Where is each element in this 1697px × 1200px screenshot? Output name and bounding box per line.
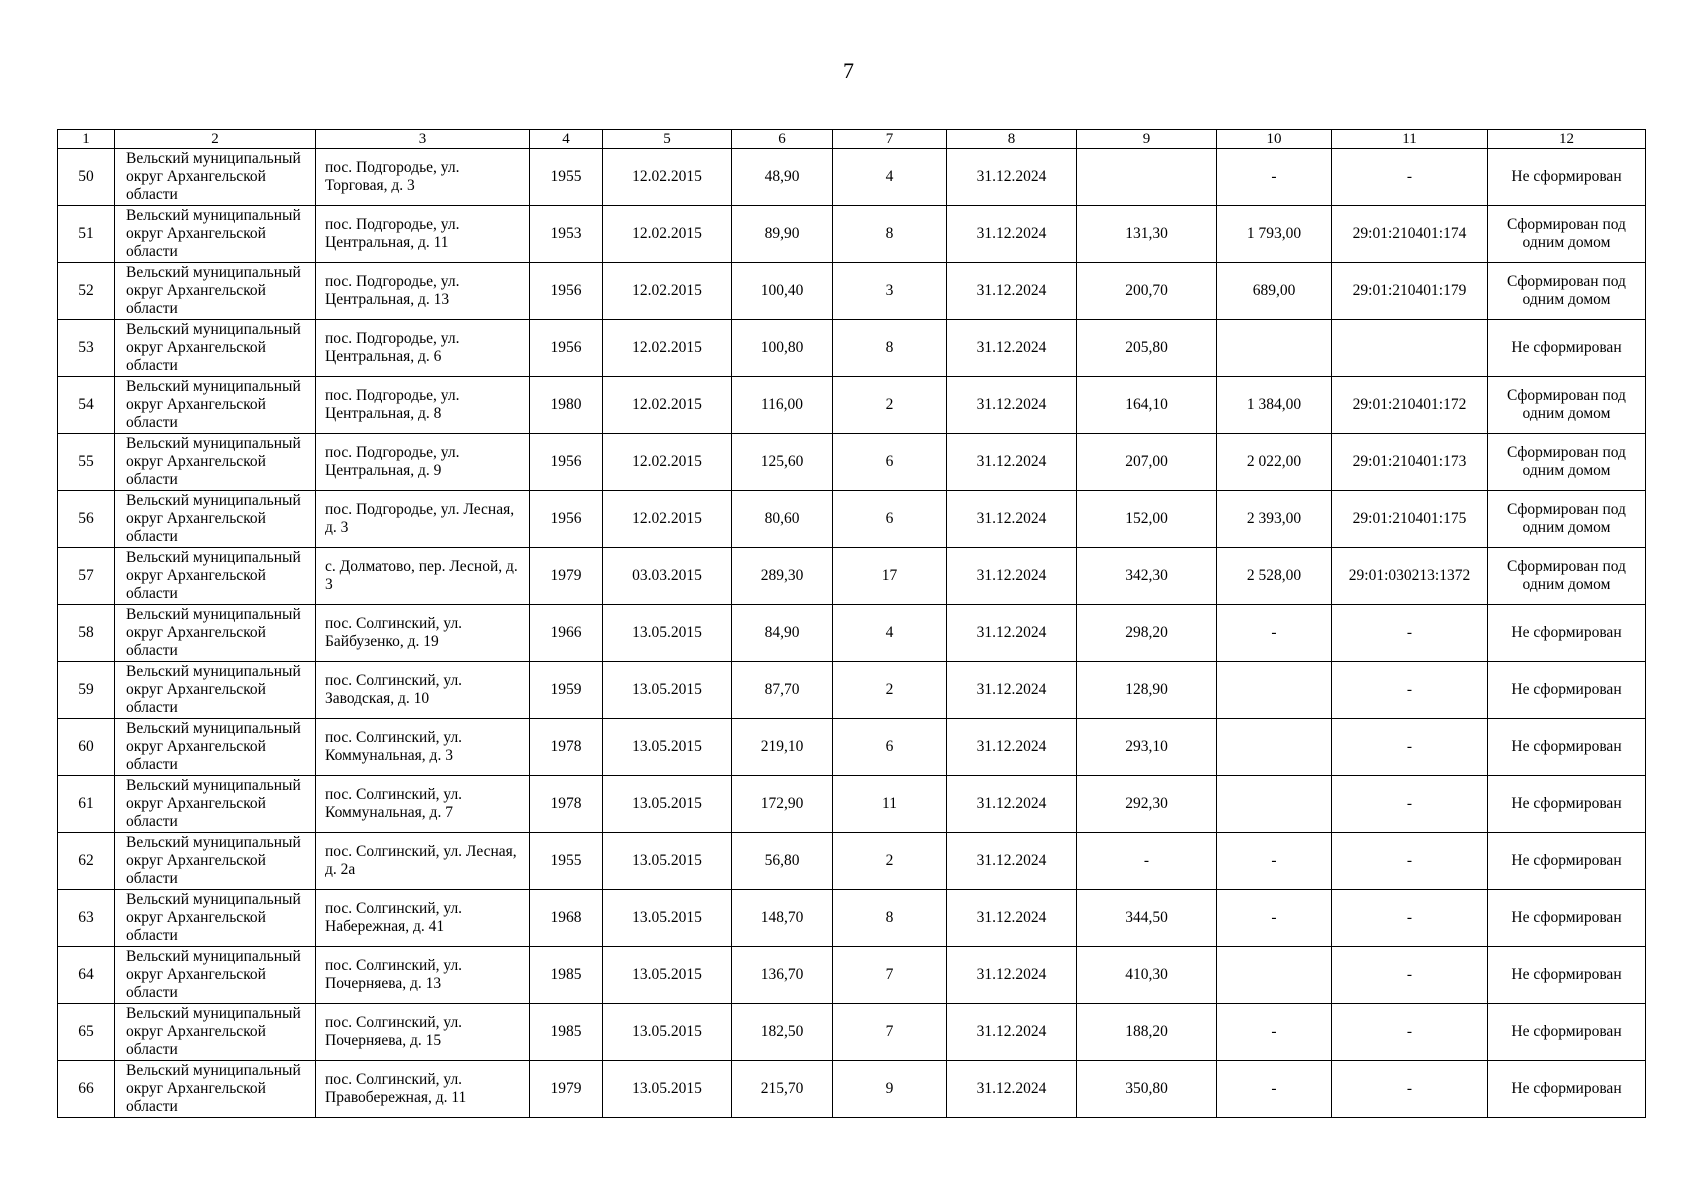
area-cell: 172,90	[732, 776, 833, 833]
cadastral-number-cell: -	[1332, 719, 1488, 776]
deadline-cell: 31.12.2024	[947, 605, 1077, 662]
land-area-cell: -	[1217, 605, 1332, 662]
row-number-cell: 50	[58, 149, 115, 206]
area-cell: 289,30	[732, 548, 833, 605]
residents-cell: 4	[833, 605, 947, 662]
residents-cell: 8	[833, 206, 947, 263]
total-area-cell: 344,50	[1077, 890, 1217, 947]
cadastral-number-cell: -	[1332, 776, 1488, 833]
deadline-cell: 31.12.2024	[947, 206, 1077, 263]
deadline-cell: 31.12.2024	[947, 662, 1077, 719]
area-cell: 148,70	[732, 890, 833, 947]
owner-cell: Вельский муниципальный округ Архангельской области	[115, 206, 316, 263]
residents-cell: 4	[833, 149, 947, 206]
table-body	[58, 149, 1646, 1118]
land-status-cell: Сформирован под одним домом	[1488, 206, 1646, 263]
row-number-cell: 54	[58, 377, 115, 434]
land-area-cell: 2 393,00	[1217, 491, 1332, 548]
deadline-cell: 31.12.2024	[947, 548, 1077, 605]
column-header: 8	[947, 130, 1077, 149]
row-number-cell: 62	[58, 833, 115, 890]
land-area-cell: -	[1217, 149, 1332, 206]
land-status-cell: Не сформирован	[1488, 320, 1646, 377]
table-row	[58, 776, 1646, 833]
date-cell: 12.02.2015	[603, 377, 732, 434]
land-area-cell	[1217, 662, 1332, 719]
address-cell: пос. Солгинский, ул. Набережная, д. 41	[316, 890, 530, 947]
land-area-cell: 2 528,00	[1217, 548, 1332, 605]
total-area-cell: 342,30	[1077, 548, 1217, 605]
owner-cell: Вельский муниципальный округ Архангельской области	[115, 320, 316, 377]
area-cell: 215,70	[732, 1061, 833, 1118]
land-area-cell	[1217, 776, 1332, 833]
build-year-cell: 1978	[530, 776, 603, 833]
land-status-cell: Сформирован под одним домом	[1488, 377, 1646, 434]
cadastral-number-cell: 29:01:210401:179	[1332, 263, 1488, 320]
address-cell: пос. Солгинский, ул. Почерняева, д. 13	[316, 947, 530, 1004]
build-year-cell: 1955	[530, 833, 603, 890]
land-status-cell: Не сформирован	[1488, 719, 1646, 776]
area-cell: 100,40	[732, 263, 833, 320]
date-cell: 12.02.2015	[603, 320, 732, 377]
cadastral-number-cell: -	[1332, 1004, 1488, 1061]
residents-cell: 2	[833, 833, 947, 890]
row-number-cell: 65	[58, 1004, 115, 1061]
column-header: 9	[1077, 130, 1217, 149]
residents-cell: 11	[833, 776, 947, 833]
area-cell: 80,60	[732, 491, 833, 548]
land-area-cell	[1217, 947, 1332, 1004]
residents-cell: 9	[833, 1061, 947, 1118]
table-row	[58, 719, 1646, 776]
date-cell: 12.02.2015	[603, 434, 732, 491]
column-header: 1	[58, 130, 115, 149]
total-area-cell: 188,20	[1077, 1004, 1217, 1061]
table-row	[58, 548, 1646, 605]
total-area-cell: 164,10	[1077, 377, 1217, 434]
cadastral-number-cell: 29:01:030213:1372	[1332, 548, 1488, 605]
deadline-cell: 31.12.2024	[947, 833, 1077, 890]
table-header	[58, 130, 1646, 149]
date-cell: 12.02.2015	[603, 206, 732, 263]
build-year-cell: 1956	[530, 263, 603, 320]
deadline-cell: 31.12.2024	[947, 776, 1077, 833]
row-number-cell: 56	[58, 491, 115, 548]
land-area-cell: 1 793,00	[1217, 206, 1332, 263]
residents-cell: 8	[833, 320, 947, 377]
residents-cell: 17	[833, 548, 947, 605]
row-number-cell: 61	[58, 776, 115, 833]
deadline-cell: 31.12.2024	[947, 947, 1077, 1004]
total-area-cell: 350,80	[1077, 1061, 1217, 1118]
total-area-cell: 152,00	[1077, 491, 1217, 548]
row-number-cell: 58	[58, 605, 115, 662]
area-cell: 116,00	[732, 377, 833, 434]
build-year-cell: 1979	[530, 548, 603, 605]
area-cell: 48,90	[732, 149, 833, 206]
date-cell: 12.02.2015	[603, 149, 732, 206]
table-row	[58, 149, 1646, 206]
build-year-cell: 1959	[530, 662, 603, 719]
address-cell: пос. Солгинский, ул. Байбузенко, д. 19	[316, 605, 530, 662]
row-number-cell: 52	[58, 263, 115, 320]
date-cell: 13.05.2015	[603, 1004, 732, 1061]
owner-cell: Вельский муниципальный округ Архангельской области	[115, 947, 316, 1004]
owner-cell: Вельский муниципальный округ Архангельской области	[115, 605, 316, 662]
build-year-cell: 1979	[530, 1061, 603, 1118]
land-status-cell: Не сформирован	[1488, 662, 1646, 719]
owner-cell: Вельский муниципальный округ Архангельской области	[115, 1004, 316, 1061]
build-year-cell: 1966	[530, 605, 603, 662]
land-area-cell: 1 384,00	[1217, 377, 1332, 434]
total-area-cell: 410,30	[1077, 947, 1217, 1004]
area-cell: 84,90	[732, 605, 833, 662]
row-number-cell: 55	[58, 434, 115, 491]
owner-cell: Вельский муниципальный округ Архангельской области	[115, 662, 316, 719]
housing-registry-table	[57, 129, 1646, 1118]
table-row	[58, 491, 1646, 548]
area-cell: 89,90	[732, 206, 833, 263]
build-year-cell: 1955	[530, 149, 603, 206]
residents-cell: 6	[833, 719, 947, 776]
address-cell: пос. Подгородье, ул. Лесная, д. 3	[316, 491, 530, 548]
land-status-cell: Сформирован под одним домом	[1488, 434, 1646, 491]
cadastral-number-cell: 29:01:210401:175	[1332, 491, 1488, 548]
deadline-cell: 31.12.2024	[947, 890, 1077, 947]
column-header: 4	[530, 130, 603, 149]
row-number-cell: 57	[58, 548, 115, 605]
address-cell: пос. Солгинский, ул. Коммунальная, д. 7	[316, 776, 530, 833]
land-status-cell: Не сформирован	[1488, 1004, 1646, 1061]
total-area-cell: 128,90	[1077, 662, 1217, 719]
owner-cell: Вельский муниципальный округ Архангельской области	[115, 377, 316, 434]
address-cell: пос. Подгородье, ул. Центральная, д. 13	[316, 263, 530, 320]
column-header: 11	[1332, 130, 1488, 149]
land-area-cell: -	[1217, 890, 1332, 947]
row-number-cell: 63	[58, 890, 115, 947]
table-row	[58, 263, 1646, 320]
cadastral-number-cell: -	[1332, 605, 1488, 662]
area-cell: 136,70	[732, 947, 833, 1004]
cadastral-number-cell: -	[1332, 149, 1488, 206]
date-cell: 12.02.2015	[603, 491, 732, 548]
table-row	[58, 1004, 1646, 1061]
land-area-cell: 2 022,00	[1217, 434, 1332, 491]
address-cell: пос. Подгородье, ул. Центральная, д. 9	[316, 434, 530, 491]
build-year-cell: 1953	[530, 206, 603, 263]
area-cell: 182,50	[732, 1004, 833, 1061]
cadastral-number-cell: 29:01:210401:173	[1332, 434, 1488, 491]
owner-cell: Вельский муниципальный округ Архангельской области	[115, 719, 316, 776]
row-number-cell: 66	[58, 1061, 115, 1118]
date-cell: 13.05.2015	[603, 719, 732, 776]
deadline-cell: 31.12.2024	[947, 320, 1077, 377]
land-status-cell: Сформирован под одним домом	[1488, 548, 1646, 605]
land-status-cell: Не сформирован	[1488, 776, 1646, 833]
land-status-cell: Не сформирован	[1488, 605, 1646, 662]
owner-cell: Вельский муниципальный округ Архангельской области	[115, 833, 316, 890]
cadastral-number-cell: 29:01:210401:174	[1332, 206, 1488, 263]
build-year-cell: 1956	[530, 491, 603, 548]
date-cell: 13.05.2015	[603, 833, 732, 890]
area-cell: 87,70	[732, 662, 833, 719]
area-cell: 56,80	[732, 833, 833, 890]
total-area-cell: 200,70	[1077, 263, 1217, 320]
land-status-cell: Не сформирован	[1488, 947, 1646, 1004]
build-year-cell: 1985	[530, 1004, 603, 1061]
address-cell: с. Долматово, пер. Лесной, д. 3	[316, 548, 530, 605]
table-row	[58, 662, 1646, 719]
area-cell: 125,60	[732, 434, 833, 491]
deadline-cell: 31.12.2024	[947, 1061, 1077, 1118]
row-number-cell: 53	[58, 320, 115, 377]
cadastral-number-cell	[1332, 320, 1488, 377]
address-cell: пос. Подгородье, ул. Центральная, д. 11	[316, 206, 530, 263]
date-cell: 13.05.2015	[603, 947, 732, 1004]
cadastral-number-cell: 29:01:210401:172	[1332, 377, 1488, 434]
date-cell: 13.05.2015	[603, 776, 732, 833]
build-year-cell: 1985	[530, 947, 603, 1004]
table-row	[58, 434, 1646, 491]
date-cell: 13.05.2015	[603, 605, 732, 662]
build-year-cell: 1956	[530, 320, 603, 377]
land-area-cell: -	[1217, 1061, 1332, 1118]
owner-cell: Вельский муниципальный округ Архангельской области	[115, 1061, 316, 1118]
total-area-cell: 293,10	[1077, 719, 1217, 776]
deadline-cell: 31.12.2024	[947, 434, 1077, 491]
owner-cell: Вельский муниципальный округ Архангельской области	[115, 491, 316, 548]
address-cell: пос. Солгинский, ул. Почерняева, д. 15	[316, 1004, 530, 1061]
cadastral-number-cell: -	[1332, 947, 1488, 1004]
owner-cell: Вельский муниципальный округ Архангельской области	[115, 149, 316, 206]
land-area-cell	[1217, 320, 1332, 377]
column-header: 5	[603, 130, 732, 149]
column-header: 2	[115, 130, 316, 149]
address-cell: пос. Солгинский, ул. Коммунальная, д. 3	[316, 719, 530, 776]
residents-cell: 7	[833, 947, 947, 1004]
page-number: 7	[843, 58, 854, 83]
row-number-cell: 64	[58, 947, 115, 1004]
owner-cell: Вельский муниципальный округ Архангельской области	[115, 890, 316, 947]
residents-cell: 3	[833, 263, 947, 320]
residents-cell: 2	[833, 662, 947, 719]
date-cell: 12.02.2015	[603, 263, 732, 320]
table-row	[58, 206, 1646, 263]
table-row	[58, 377, 1646, 434]
date-cell: 13.05.2015	[603, 662, 732, 719]
total-area-cell	[1077, 149, 1217, 206]
column-header: 3	[316, 130, 530, 149]
build-year-cell: 1980	[530, 377, 603, 434]
address-cell: пос. Солгинский, ул. Правобережная, д. 11	[316, 1061, 530, 1118]
header-row	[58, 130, 1646, 149]
cadastral-number-cell: -	[1332, 833, 1488, 890]
total-area-cell: 298,20	[1077, 605, 1217, 662]
owner-cell: Вельский муниципальный округ Архангельской области	[115, 776, 316, 833]
date-cell: 03.03.2015	[603, 548, 732, 605]
row-number-cell: 60	[58, 719, 115, 776]
build-year-cell: 1956	[530, 434, 603, 491]
residents-cell: 6	[833, 434, 947, 491]
table-row	[58, 833, 1646, 890]
table-row	[58, 1061, 1646, 1118]
deadline-cell: 31.12.2024	[947, 377, 1077, 434]
row-number-cell: 51	[58, 206, 115, 263]
address-cell: пос. Подгородье, ул. Центральная, д. 8	[316, 377, 530, 434]
land-area-cell: -	[1217, 1004, 1332, 1061]
table-row	[58, 605, 1646, 662]
owner-cell: Вельский муниципальный округ Архангельской области	[115, 263, 316, 320]
table-row	[58, 947, 1646, 1004]
total-area-cell: -	[1077, 833, 1217, 890]
deadline-cell: 31.12.2024	[947, 1004, 1077, 1061]
residents-cell: 7	[833, 1004, 947, 1061]
owner-cell: Вельский муниципальный округ Архангельской области	[115, 434, 316, 491]
date-cell: 13.05.2015	[603, 890, 732, 947]
land-status-cell: Не сформирован	[1488, 833, 1646, 890]
table-row	[58, 320, 1646, 377]
address-cell: пос. Подгородье, ул. Торговая, д. 3	[316, 149, 530, 206]
cadastral-number-cell: -	[1332, 662, 1488, 719]
land-status-cell: Не сформирован	[1488, 149, 1646, 206]
cadastral-number-cell: -	[1332, 890, 1488, 947]
column-header: 6	[732, 130, 833, 149]
column-header: 12	[1488, 130, 1646, 149]
deadline-cell: 31.12.2024	[947, 491, 1077, 548]
column-header: 7	[833, 130, 947, 149]
cadastral-number-cell: -	[1332, 1061, 1488, 1118]
address-cell: пос. Солгинский, ул. Заводская, д. 10	[316, 662, 530, 719]
row-number-cell: 59	[58, 662, 115, 719]
area-cell: 100,80	[732, 320, 833, 377]
land-area-cell	[1217, 719, 1332, 776]
land-status-cell: Сформирован под одним домом	[1488, 491, 1646, 548]
residents-cell: 2	[833, 377, 947, 434]
land-area-cell: 689,00	[1217, 263, 1332, 320]
total-area-cell: 131,30	[1077, 206, 1217, 263]
address-cell: пос. Подгородье, ул. Центральная, д. 6	[316, 320, 530, 377]
total-area-cell: 292,30	[1077, 776, 1217, 833]
residents-cell: 6	[833, 491, 947, 548]
date-cell: 13.05.2015	[603, 1061, 732, 1118]
total-area-cell: 205,80	[1077, 320, 1217, 377]
land-status-cell: Сформирован под одним домом	[1488, 263, 1646, 320]
owner-cell: Вельский муниципальный округ Архангельской области	[115, 548, 316, 605]
residents-cell: 8	[833, 890, 947, 947]
land-area-cell: -	[1217, 833, 1332, 890]
total-area-cell: 207,00	[1077, 434, 1217, 491]
deadline-cell: 31.12.2024	[947, 149, 1077, 206]
column-header: 10	[1217, 130, 1332, 149]
address-cell: пос. Солгинский, ул. Лесная, д. 2а	[316, 833, 530, 890]
land-status-cell: Не сформирован	[1488, 1061, 1646, 1118]
deadline-cell: 31.12.2024	[947, 719, 1077, 776]
table-row	[58, 890, 1646, 947]
land-status-cell: Не сформирован	[1488, 890, 1646, 947]
deadline-cell: 31.12.2024	[947, 263, 1077, 320]
build-year-cell: 1968	[530, 890, 603, 947]
build-year-cell: 1978	[530, 719, 603, 776]
area-cell: 219,10	[732, 719, 833, 776]
